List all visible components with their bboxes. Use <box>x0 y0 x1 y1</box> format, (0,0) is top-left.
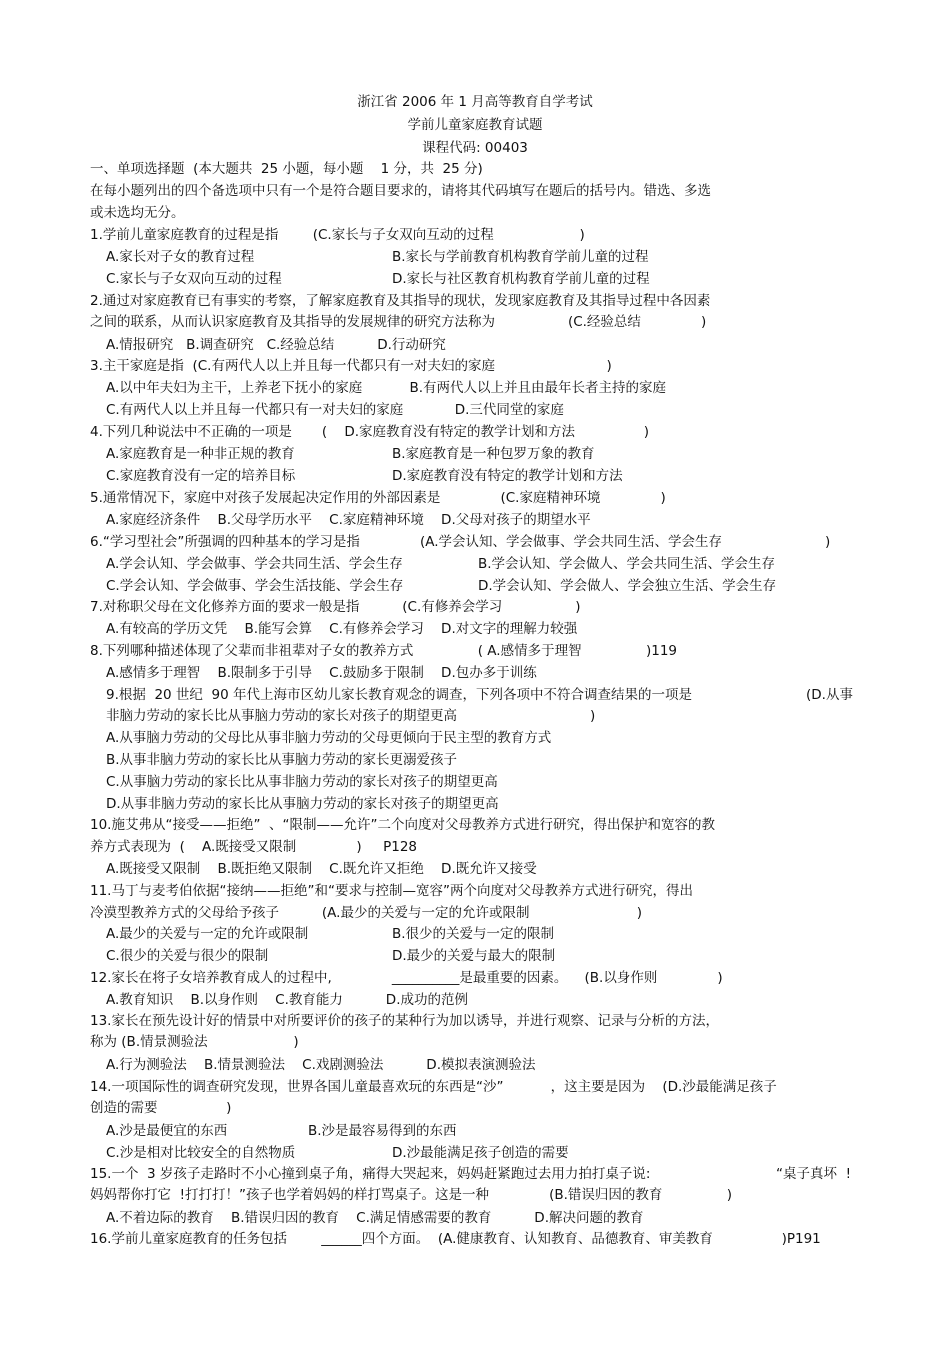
option: B.学会认知、学会做人、学会共同生活、学会生存 <box>478 556 776 572</box>
option: A.最少的关爱与一定的允许或限制 <box>106 926 309 942</box>
question-14: 14.一项国际性的调查研究发现，世界各国儿童最喜欢玩的东西是“沙” ，这主要是因为 (D.沙最能满足孩子 <box>90 1079 777 1095</box>
option-row: C.有两代人以上并且每一代都只有一对夫妇的家庭 D.三代同堂的家庭 <box>106 402 564 418</box>
option: D.从事非脑力劳动的家长比从事脑力劳动的家长对孩子的期望更高 <box>106 796 499 812</box>
option: C.家长与子女双向互动的过程 <box>106 271 282 287</box>
option: B.很少的关爱与一定的限制 <box>392 926 555 942</box>
option-row: A.行为测验法 B.情景测验法 C.戏剧测验法 D.模拟表演测验法 <box>106 1057 536 1073</box>
option-row: A.有较高的学历文凭 B.能写会算 C.有修养会学习 D.对文字的理解力较强 <box>106 621 578 637</box>
option-row: A.以中年夫妇为主干，上养老下抚小的家庭 B.有两代人以上并且由最年长者主持的家庭 <box>106 380 667 396</box>
option: D.学会认知、学会做人、学会独立生活、学会生存 <box>478 578 777 594</box>
option-row: A.不着边际的教育 B.错误归因的教育 C.满足情感需要的教育 D.解决问题的教育 <box>106 1210 644 1226</box>
question-9: 9.根据 20 世纪 90 年代上海市区幼儿家长教育观念的调查，下列各项中不符合调查结果的一项是 <box>106 687 692 703</box>
section-heading: 一、单项选择题 (本大题共 25 小题，每小题 1 分，共 25 分) <box>90 161 483 177</box>
question-8: 8.下列哪种描述体现了父辈而非祖辈对子女的教养方式 ( A.感情多于理智 )119 <box>90 643 677 659</box>
option: B.从事非脑力劳动的家长比从事脑力劳动的家长更溺爱孩子 <box>106 752 458 768</box>
option: A.家长对子女的教育过程 <box>106 249 255 265</box>
instruction-line: 或未选均无分。 <box>90 205 185 221</box>
question-9-cont: 非脑力劳动的家长比从事脑力劳动的家长对孩子的期望更高 ) <box>106 708 596 724</box>
question-14-cont: 创造的需要 ) <box>90 1100 232 1116</box>
option: C.家庭教育没有一定的培养目标 <box>106 468 296 484</box>
option: D.家庭教育没有特定的教学计划和方法 <box>392 468 623 484</box>
option: C.沙是相对比较安全的自然物质 <box>106 1145 296 1161</box>
option-row: A.教育知识 B.以身作则 C.教育能力 D.成功的范例 <box>106 992 468 1008</box>
option: A.从事脑力劳动的父母比从事非脑力劳动的父母更倾向于民主型的教育方式 <box>106 730 552 746</box>
question-10-cont: 养方式表现为 ( A.既接受又限制 ) P128 <box>90 839 418 855</box>
question-7: 7.对称职父母在文化修养方面的要求一般是指 (C.有修养会学习 ) <box>90 599 581 615</box>
option-row: A.感情多于理智 B.限制多于引导 C.鼓励多于限制 D.包办多于训练 <box>106 665 537 681</box>
exam-title: 浙江省 2006 年 1 月高等教育自学考试 <box>357 94 593 110</box>
option: B.家庭教育是一种包罗万象的教育 <box>392 446 595 462</box>
question-3: 3.主干家庭是指 (C.有两代人以上并且每一代都只有一对夫妇的家庭 ) <box>90 358 612 374</box>
exam-subtitle: 学前儿童家庭教育试题 <box>407 117 543 133</box>
option: A.沙是最便宜的东西 <box>106 1123 228 1139</box>
question-2-cont: 之间的联系，从而认识家庭教育及其指导的发展规律的研究方法称为 (C.经验总结 ) <box>90 314 707 330</box>
question-1: 1.学前儿童家庭教育的过程是指 (C.家长与子女双向互动的过程 ) <box>90 227 585 243</box>
course-code: 课程代码: 00403 <box>422 140 528 156</box>
option-row: A.既接受又限制 B.既拒绝又限制 C.既允许又拒绝 D.既允许又接受 <box>106 861 537 877</box>
option: D.最少的关爱与最大的限制 <box>392 948 556 964</box>
option: D.沙最能满足孩子创造的需要 <box>392 1145 569 1161</box>
question-11: 11.马丁与麦考伯依据“接纳——拒绝”和“要求与控制—宽容”两个向度对父母教养方式进行研究，得出 <box>90 883 693 899</box>
question-15-cont: 妈妈帮你打它 !打打打！”孩子也学着妈妈的样打骂桌子。这是一种 (B.错误归因的教育 ) <box>90 1187 733 1203</box>
question-11-cont: 冷漠型教养方式的父母给予孩子 (A.最少的关爱与一定的允许或限制 ) <box>90 905 643 921</box>
question-12: 12.家长在将子女培养教育成人的过程中, __________是最重要的因素。 (B.以身作则 ) <box>90 970 723 986</box>
question-2: 2.通过对家庭教育已有事实的考察，了解家庭教育及其指导的现状，发现家庭教育及其指导过程中各因素 <box>90 293 711 309</box>
question-9-answer: (D.从事 <box>806 687 853 703</box>
question-10: 10.施艾弗从“接受——拒绝” 、“限制——允许”二个向度对父母教养方式进行研究，得出保护和宽容的教 <box>90 817 716 833</box>
question-6: 6.“学习型社会”所强调的四种基本的学习是指 (A.学会认知、学会做事、学会共同生活、学会生存 ) <box>90 534 831 550</box>
option: C.从事脑力劳动的家长比从事非脑力劳动的家长对孩子的期望更高 <box>106 774 498 790</box>
question-16: 16.学前儿童家庭教育的任务包括 ______四个方面。 (A.健康教育、认知教育、品德教育、审美教育 )P191 <box>90 1231 821 1247</box>
question-15: 15.一个 3 岁孩子走路时不小心撞到桌子角，痛得大哭起来，妈妈赶紧跑过去用力拍打桌子说: <box>90 1166 651 1182</box>
option: D.家长与社区教育机构教育学前儿童的过程 <box>392 271 650 287</box>
option: A.学会认知、学会做事、学会共同生活、学会生存 <box>106 556 403 572</box>
question-15-quote: “桌子真坏 ! <box>776 1166 851 1182</box>
question-5: 5.通常情况下，家庭中对孩子发展起决定作用的外部因素是 (C.家庭精神环境 ) <box>90 490 666 506</box>
option: B.家长与学前教育机构教育学前儿童的过程 <box>392 249 649 265</box>
option-row: A.家庭经济条件 B.父母学历水平 C.家庭精神环境 D.父母对孩子的期望水平 <box>106 512 591 528</box>
option: C.学会认知、学会做事、学会生活技能、学会生存 <box>106 578 404 594</box>
question-13: 13.家长在预先设计好的情景中对所要评价的孩子的某种行为加以诱导，并进行观察、记录与分析的方法， <box>90 1013 719 1029</box>
option: A.家庭教育是一种非正规的教育 <box>106 446 295 462</box>
question-13-cont: 称为 (B.情景测验法 ) <box>90 1034 299 1050</box>
option: B.沙是最容易得到的东西 <box>308 1123 457 1139</box>
option-row: A.情报研究 B.调查研究 C.经验总结 D.行动研究 <box>106 337 446 353</box>
instruction-line: 在每小题列出的四个备选项中只有一个是符合题目要求的，请将其代码填写在题后的括号内。错选、多选 <box>90 183 711 199</box>
option: C.很少的关爱与很少的限制 <box>106 948 269 964</box>
question-4: 4.下列几种说法中不正确的一项是 ( D.家庭教育没有特定的教学计划和方法 ) <box>90 424 649 440</box>
